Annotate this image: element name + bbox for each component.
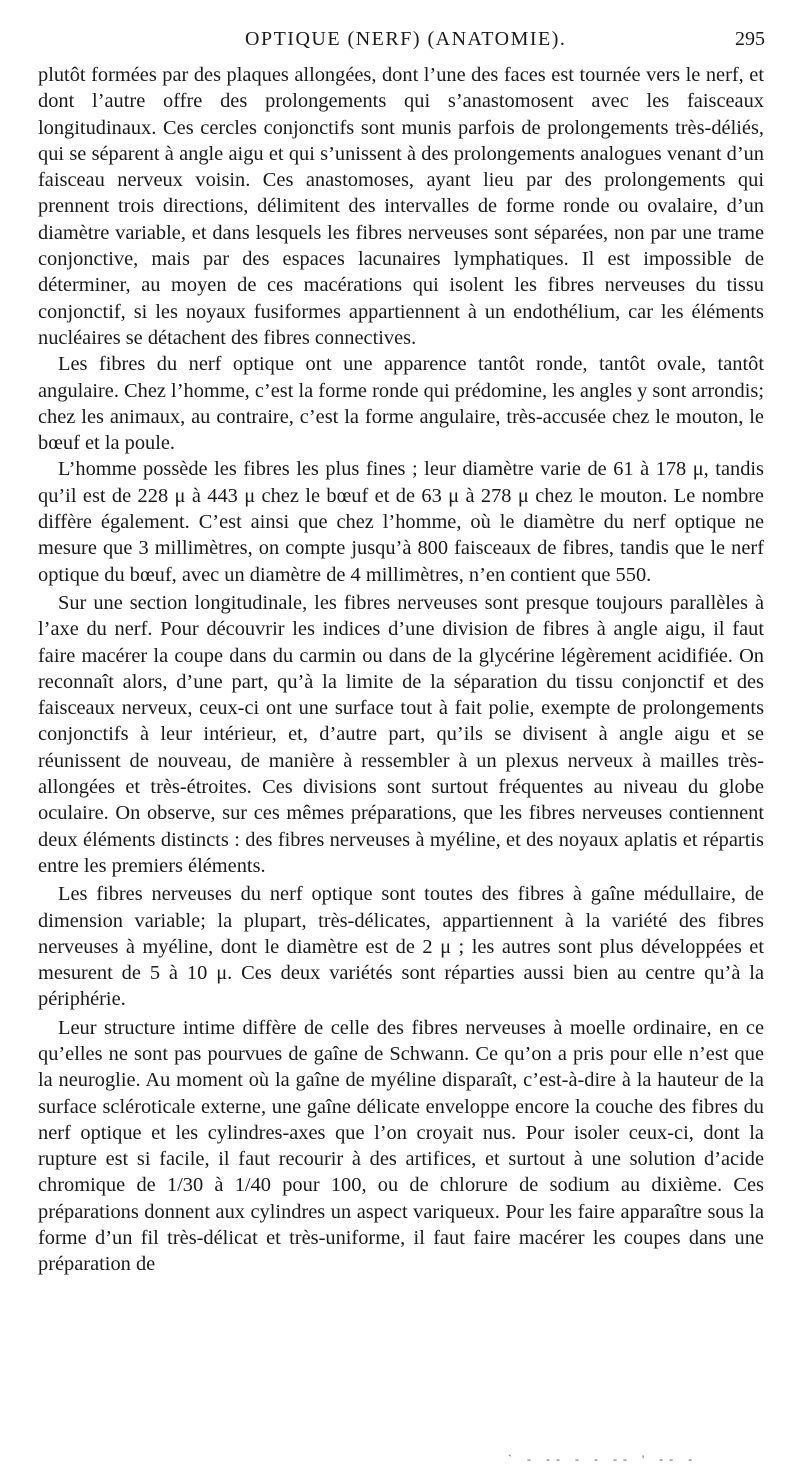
paragraph-continued: plutôt formées par des plaques allongées, dont l’une des faces est tournée vers le nerf, et dont l’autre offre des prolongements qui s’anastomosent avec les faisceaux longitudinaux. Ces cercles conjonctifs sont munis parfois de prolongements très-déliés, qui se séparent à angle aigu et qui s’unissent à des prolongements analogues venant d’un faisceau nerveux voisin. Ces anastomoses, ayant lieu par des prolongements qui prennent trois directions, délimitent des intervalles de forme ronde ou ovalaire, d’un diamètre variable, et dans lesquels les fibres nerveuses sont séparées, non par une trame conjonctive, mais par des espaces lacunaires lymphatiques. Il est impossible de déterminer, au moyen de ces macérations qui isolent les fibres nerveuses du tissu conjonctif, si les noyaux fusiformes appartiennent à un endothélium, car les éléments nucléaires se détachent des fibres connectives. <box>38 64 764 349</box>
body-text <box>38 62 764 1278</box>
page-number: 295 <box>735 28 765 50</box>
running-title: OPTIQUE (NERF) (ANATOMIE). <box>245 28 567 50</box>
running-head <box>40 28 765 58</box>
paragraph-intimate-structure: Leur structure intime diffère de celle des fibres nerveuses à moelle ordinaire, en ce qu’elles ne sont pas pourvues de gaîne de Schwann. Ce qu’on a pris pour elle n’est que la neuroglie. Au moment où la gaîne de myéline disparaît, c’est-à-dire à la hauteur de la surface scléroticale externe, une gaîne délicate enveloppe encore la couche des fibres du nerf optique et les cylindres-axes que l’on croyait nus. Pour isoler ceux-ci, dont la rupture est si facile, il faut recourir à des artifices, et surtout à une solution d’acide chromique de 1/30 à 1/40 pour 100, ou de chlorure de sodium au dixième. Ces préparations donnent aux cylindres un aspect variqueux. Pour les faire apparaître sous la forme d’un fil très-délicat et très-uniforme, il faut faire macérer les coupes dans une préparation de <box>38 1016 764 1276</box>
paragraph-medullary-sheath: Les fibres nerveuses du nerf optique sont toutes des fibres à gaîne médullaire, de dimension variable; la plupart, très-délicates, appartiennent à la variété des fibres nerveuses à myéline, dont le diamètre est de 2 μ ; les autres sont plus développées et mesurent de 5 à 10 μ. Ces deux variétés sont réparties aussi bien au centre qu’à la périphérie. <box>38 883 764 1011</box>
paragraph-fiber-diameter: L’homme possède les fibres les plus fines ; leur diamètre varie de 61 à 178 μ, tandis qu’il est de 228 μ à 443 μ chez le bœuf et de 63 μ à 278 μ chez le mouton. Le nombre diffère également. C’est ainsi que chez l’homme, où le diamètre du nerf optique ne mesure que 3 millimètres, on compte jusqu’à 800 faisceaux de fibres, tandis que le nerf optique du bœuf, avec un diamètre de 4 millimètres, n’en contient que 550. <box>38 458 764 586</box>
paragraph-fiber-shape: Les fibres du nerf optique ont une apparence tantôt ronde, tantôt ovale, tantôt angulaire. Chez l’homme, c’est la forme ronde qui prédomine, les angles y sont arrondis; chez les animaux, au contraire, c’est la forme angulaire, très-accusée chez le mouton, le bœuf et la poule. <box>38 353 764 455</box>
paragraph-longitudinal-section: Sur une section longitudinale, les fibres nerveuses sont presque toujours parallèles à l’axe du nerf. Pour découvrir les indices d’une division de fibres à angle aigu, il faut faire macérer la coupe dans du carmin ou dans de la glycérine légèrement acidifiée. On reconnaît alors, d’une part, qu’à la limite de la séparation du tissu conjonctif et des faisceaux nerveux, ceux-ci ont une surface tout à fait polie, exempte de prolongements conjonctifs à leur intérieur, et, d’autre part, qu’ils se divisent à angle aigu et se réunissent de nouveau, de manière à ressembler à un plexus nerveux à mailles très-allongées et très-étroites. Ces divisions sont surtout fréquentes au niveau du globe oculaire. On observe, sur ces mêmes préparations, que les fibres nerveuses contiennent deux éléments distincts : des fibres nerveuses à myéline, et des noyaux aplatis et répartis entre les premiers éléments. <box>38 591 764 877</box>
print-artifact-marks: ` - -- - - -- ' -- - <box>508 1452 699 1466</box>
